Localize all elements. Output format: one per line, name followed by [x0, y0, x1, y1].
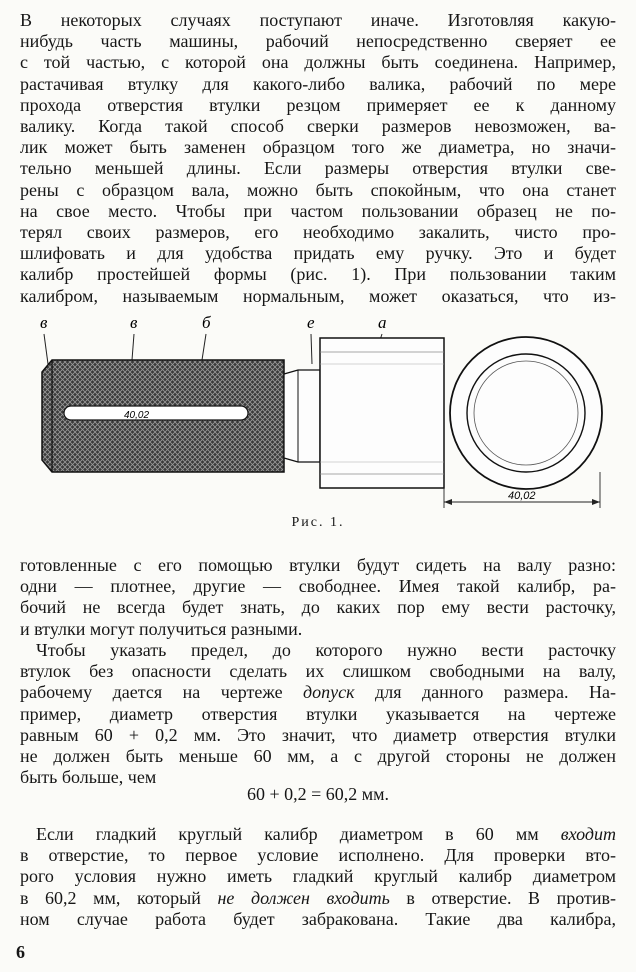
text-fragment: в 60,2 мм, который — [20, 887, 218, 908]
text-line: прохода отверстия втулки резцом примеряет ее к данному — [20, 94, 616, 115]
text-line: шлифовать и для удобства придать ему ручку. Это и будет — [20, 243, 616, 264]
text-line: валику. Когда такой способ сверки размеров невозможен, ва- — [20, 116, 616, 137]
text-line: равным 60 + 0,2 мм. Это значит, что диаметр отверстия втулки — [20, 724, 616, 745]
end-view-outer-circle — [450, 337, 602, 489]
gauge-cylinder — [320, 338, 444, 488]
formula: 60 + 0,2 = 60,2 мм. — [246, 784, 390, 804]
text-line: рого условия нужно иметь гладкий круглый калибр диаметром — [20, 866, 616, 887]
text-line: быть больше, чем — [20, 767, 157, 788]
engraved-slot — [64, 406, 248, 420]
text-fragment: Если гладкий круглый калибр диаметром в 60 мм — [36, 824, 561, 844]
text-line: рены с образцом вала, можно быть спокойным, что она станет — [20, 179, 616, 200]
text-line — [20, 682, 616, 703]
figure-label: в — [130, 313, 138, 332]
text-line: лик может быть заменен образцом того же диаметра, но значи- — [20, 137, 616, 158]
paragraph-top — [20, 10, 616, 307]
text-line: терял своих размеров, его необходимо закалить, чисто про- — [20, 222, 616, 243]
gauge-neck — [284, 370, 320, 462]
text-line: и втулки могут получиться разными. — [20, 618, 303, 639]
italic-term: допуск — [303, 682, 355, 703]
text-line: не должен быть меньше 60 мм, а с другой стороны не должен — [20, 746, 616, 767]
text-line: калибр простейшей формы (рис. 1). При пользовании таким — [20, 264, 616, 285]
text-line: нибудь часть машины, рабочий непосредственно сверяет ее — [20, 31, 616, 52]
text-fragment: в отверстие. В против- — [389, 887, 617, 908]
text-line — [20, 888, 616, 909]
text-line: пример, диаметр отверстия втулки указывается на чертеже — [20, 703, 616, 724]
italic-term: не должен входить — [217, 887, 390, 908]
figure-label: в — [40, 313, 48, 332]
figure-label: а — [378, 313, 387, 332]
text-line: бочий не всегда будет знать, до каких пор ему вести расточку, — [20, 597, 616, 618]
text-line: тельно меньшей длины. Если размеры отверстия втулки све- — [20, 158, 616, 179]
italic-term: входит — [560, 824, 616, 844]
page-number: 6 — [16, 942, 25, 962]
text-line: растачивая втулку для какого-либо валика, рабочий по мере — [20, 73, 616, 94]
text-line: готовленные с его помощью втулки будут сидеть на валу разно: — [20, 555, 616, 575]
gauge-figure — [20, 312, 620, 547]
figure-label: е — [307, 313, 315, 332]
text-line — [20, 824, 616, 845]
text-line: Чтобы указать предел, до которого нужно вести расточку — [36, 640, 616, 660]
paragraph-last — [20, 824, 616, 930]
text-line: на свое место. Чтобы при частом пользовании образец не по- — [20, 200, 616, 221]
text-line: втулок без опасности сделать их слишком свободными на валу, — [20, 661, 616, 682]
text-line: ном случае работа будет забракована. Такие два калибра, — [20, 908, 616, 929]
dimension-label: 40,02 — [124, 410, 150, 421]
text-fragment: для данного размера. На- — [354, 682, 616, 703]
figure-label: б — [202, 313, 211, 332]
figure-caption: Рис. 1. — [291, 515, 345, 530]
text-line: одни — плотнее, другие — свободнее. Имея такой калибр, ра- — [20, 576, 616, 597]
text-line: в отверстие, то первое условие исполнено. Для проверки вто- — [20, 845, 616, 866]
paragraph-second — [20, 640, 616, 788]
paragraph-middle — [20, 555, 616, 640]
text-line: В некоторых случаях поступают иначе. Изготовляя какую- — [20, 10, 616, 30]
text-line: с той частью, с которой она должны быть соединена. Например, — [20, 52, 616, 73]
dimension-label: 40,02 — [508, 490, 536, 502]
text-fragment: рабочему дается на чертеже — [20, 682, 304, 703]
text-line: калибром, называемым нормальным, может оказаться, что из- — [20, 285, 616, 306]
